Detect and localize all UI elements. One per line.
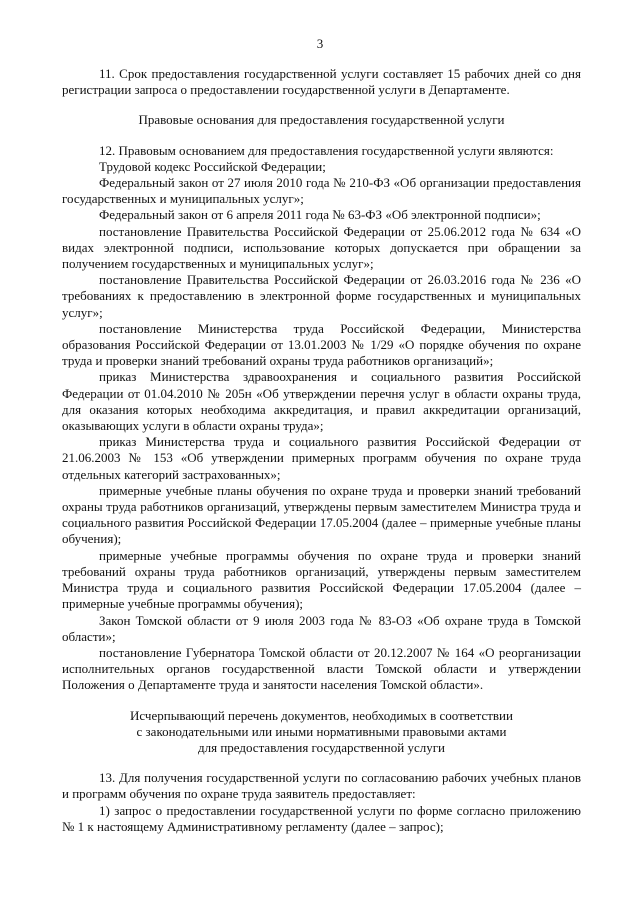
legal-basis-item: Трудовой кодекс Российской Федерации; <box>99 158 326 174</box>
paragraph-13: 13. Для получения государственной услуги по согласованию рабочих учебных планов и программ обучения по охране труда заявитель предоставляет: <box>62 770 581 802</box>
heading-documents-line-1: Исчерпывающий перечень документов, необходимых в соответствии <box>130 707 513 723</box>
heading-documents-line-2: с законодательными или иными нормативными правовыми актами <box>136 723 507 739</box>
legal-basis-item: постановление Правительства Российской Федерации от 25.06.2012 года № 634 «О видах электронной подписи, использование которых допускается при обращении за получением государственных и муниципальных услуг»; <box>62 223 581 272</box>
legal-basis-item: приказ Министерства труда и социального развития Российской Федерации от 21.06.2003 № 153 «Об утверждении примерных программ обучения по охране труда отдельных категорий застрахованных»; <box>62 434 581 482</box>
paragraph-11: 11. Срок предоставления государственной услуги составляет 15 рабочих дней со дня регистрации запроса о предоставлении государственной услуги в Департаменте. <box>62 66 581 98</box>
legal-basis-item: примерные учебные планы обучения по охране труда и проверки знаний требований охраны труда работников организаций, утверждены первым заместителем Министра труда и социального развития Российской Федерации 17.05.2004 (далее – примерные учебные планы обучения); <box>62 482 581 547</box>
legal-basis-item: Федеральный закон от 6 апреля 2011 года № 63-ФЗ «Об электронной подписи»; <box>99 207 541 223</box>
legal-basis-item: Федеральный закон от 27 июля 2010 года № 210-ФЗ «Об организации предоставления государственных и муниципальных услуг»; <box>62 175 581 207</box>
legal-basis-item: приказ Министерства здравоохранения и социального развития Российской Федерации от 01.04.2010 № 205н «Об утверждении перечня услуг в области охраны труда, для оказания которых необходима аккредитация, и правил аккредитации организаций, оказывающих услуги в области охраны труда»; <box>62 369 581 434</box>
heading-legal-basis: Правовые основания для предоставления государственной услуги <box>138 112 505 128</box>
heading-documents-line-3: для предоставления государственной услуги <box>197 739 446 755</box>
page-number: 3 <box>316 36 324 51</box>
legal-basis-item: постановление Губернатора Томской области от 20.12.2007 № 164 «О реорганизации исполнительных органов государственной власти Томской области и утверждении Положения о Департаменте труда и занятости населения Томской области». <box>62 644 581 693</box>
paragraph-13-item-1: 1) запрос о предоставлении государственной услуги по форме согласно приложению № 1 к настоящему Административному регламенту (далее – запрос); <box>62 802 581 834</box>
legal-basis-item: постановление Правительства Российской Федерации от 26.03.2016 года № 236 «О требованиях к предоставлению в электронной форме государственных и муниципальных услуг»; <box>62 272 581 320</box>
document-body <box>62 66 581 835</box>
legal-basis-item: Закон Томской области от 9 июля 2003 года № 83-ОЗ «Об охране труда в Томской области»; <box>62 612 581 644</box>
paragraph-12: 12. Правовым основанием для предоставления государственной услуги являются: <box>99 142 554 158</box>
legal-basis-item: примерные учебные программы обучения по охране труда и проверки знаний требований охраны труда работников организаций, утверждены первым заместителем Министра труда и социального развития Российской Федерации 17.05.2004 (далее – примерные учебные программы обучения); <box>62 547 581 612</box>
legal-basis-item: постановление Министерства труда Российской Федерации, Министерства образования Российской Федерации от 13.01.2003 № 1/29 «О порядке обучения по охране труда и проверки знаний требований охраны труда работников организаций»; <box>62 320 581 369</box>
